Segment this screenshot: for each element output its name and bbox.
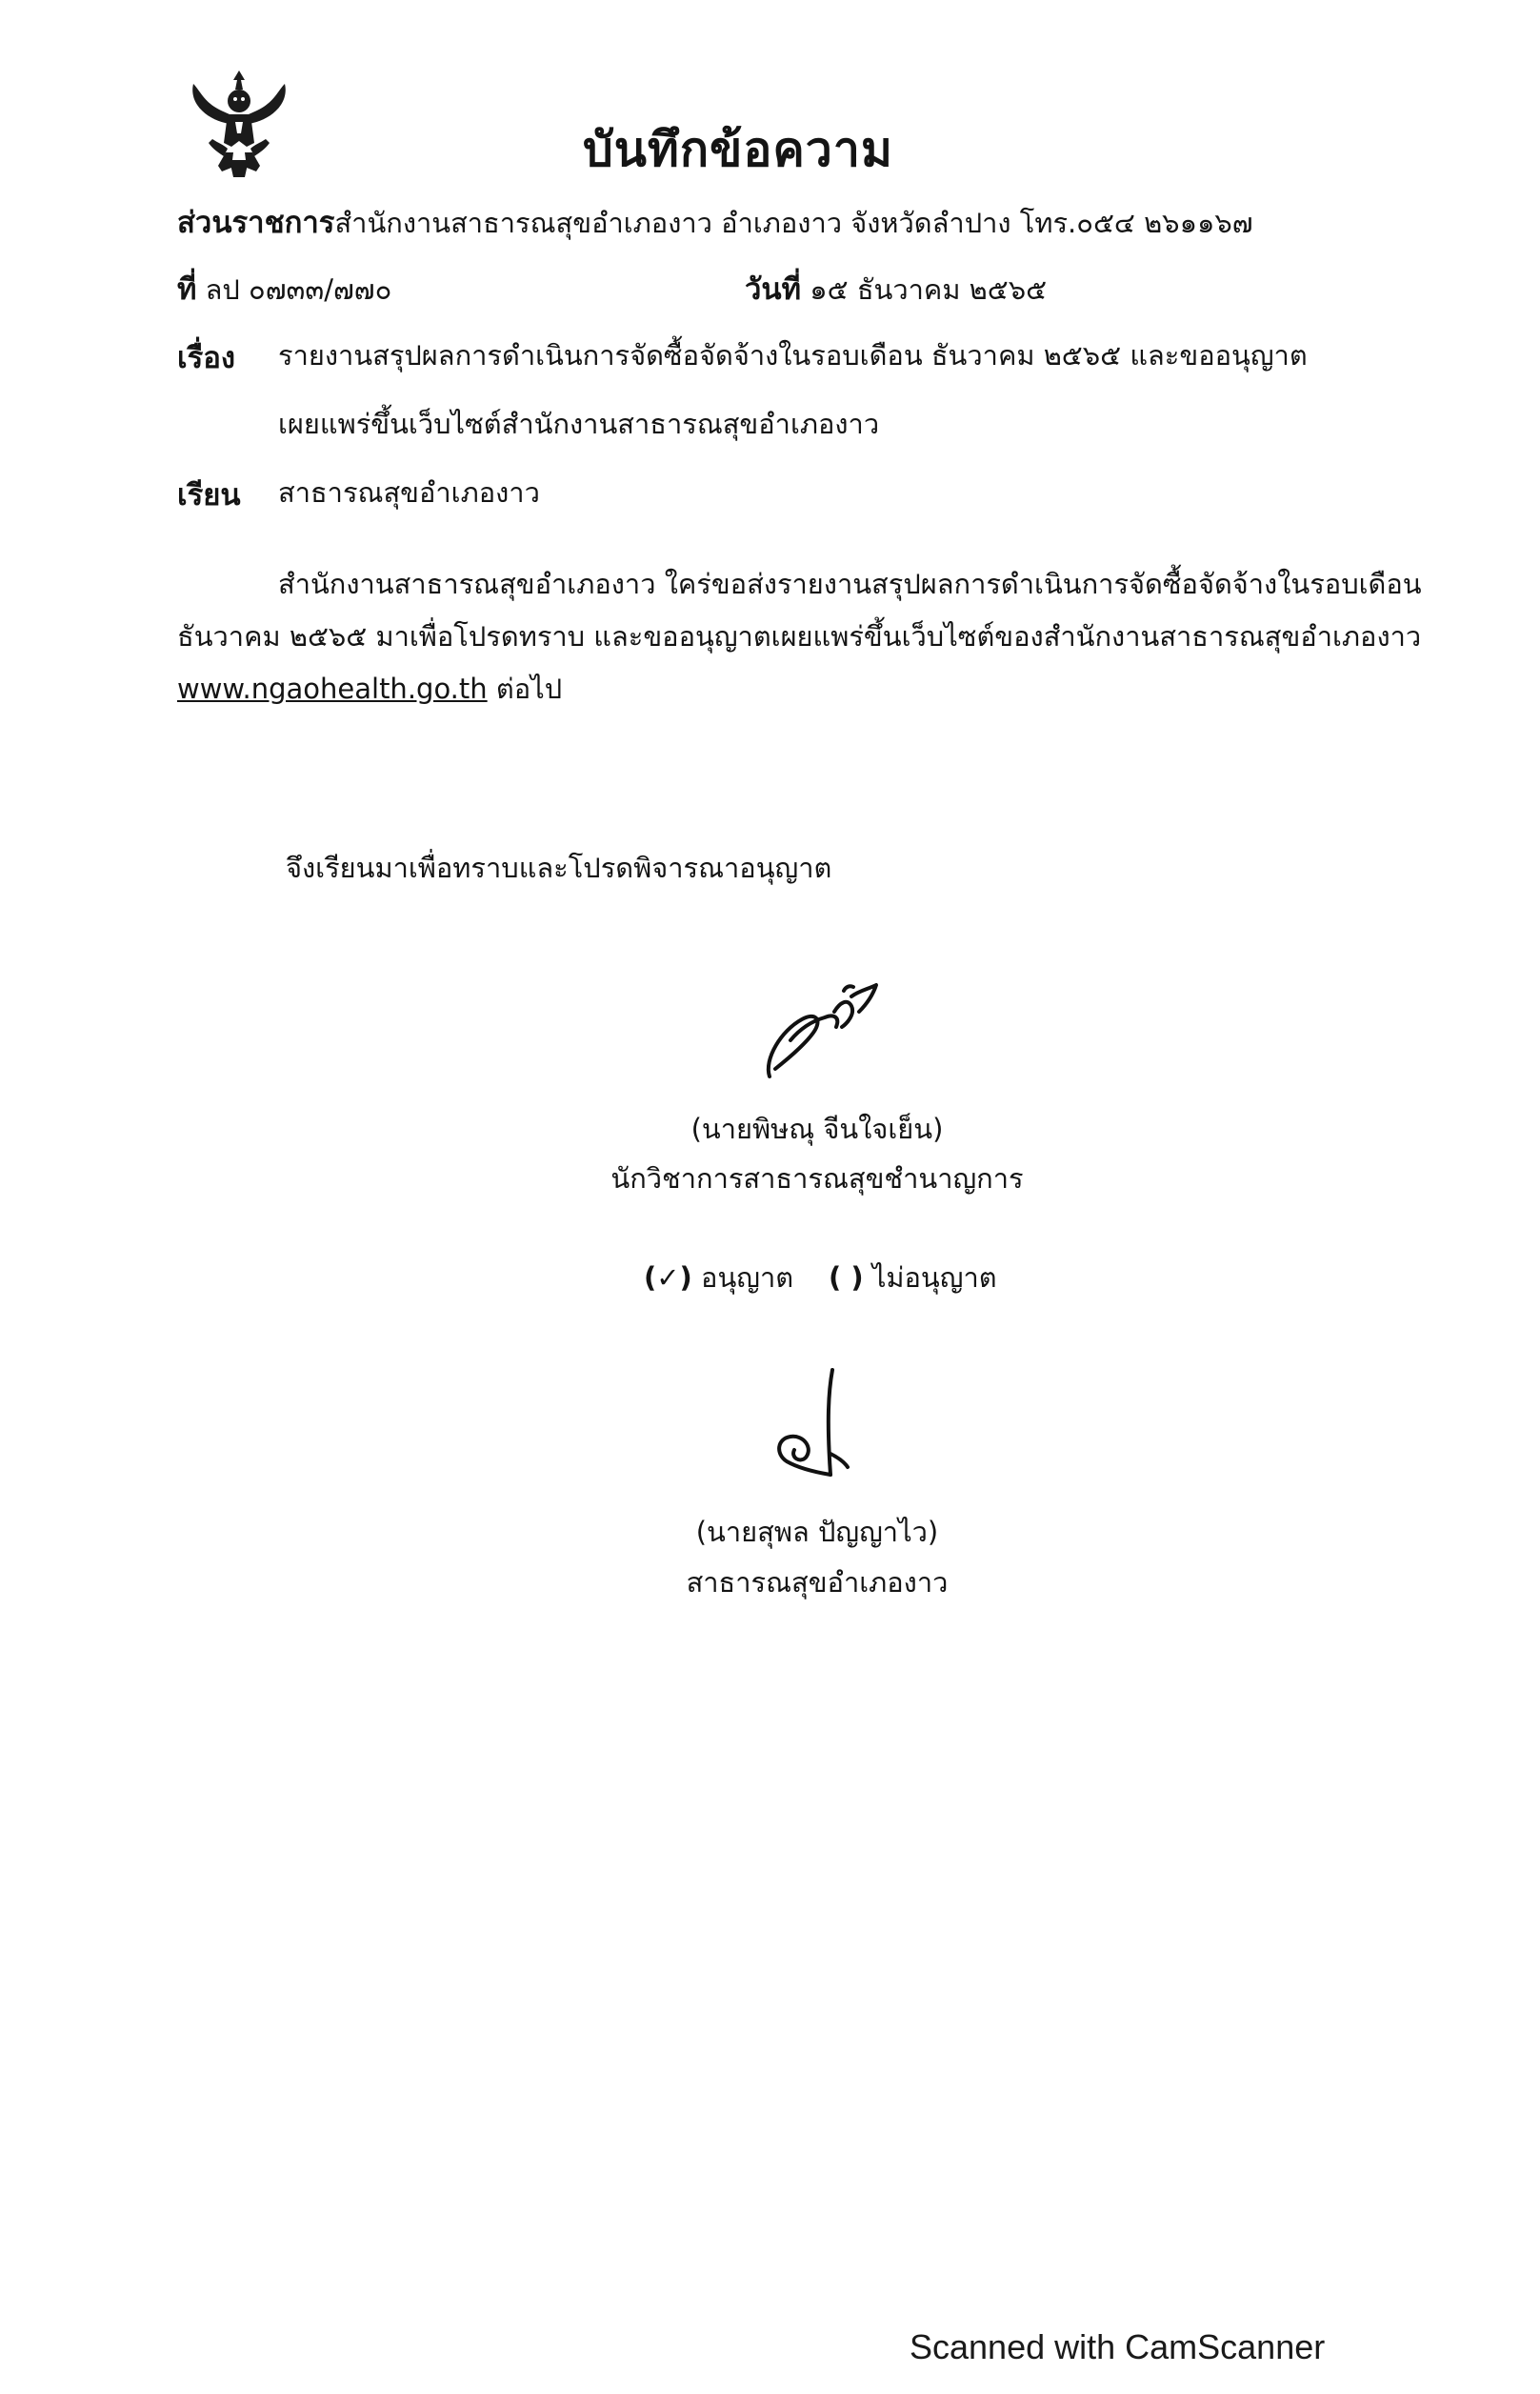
ref-line [177, 265, 391, 312]
body-line-1: สำนักงานสาธารณสุขอำเภองาว ใคร่ขอส่งรายงานสรุปผลการดำเนินการจัดซื้อจัดจ้างในรอบเดือน [278, 568, 1422, 600]
approve-checkbox[interactable]: (✓) [644, 1261, 692, 1294]
signer-1-name: (นายพิษณุ จีนใจเย็น) [690, 1113, 944, 1145]
signer-2-name: (นายสุพล ปัญญาไว) [695, 1516, 939, 1548]
to-label: เรียน [177, 478, 241, 513]
camscanner-watermark: Scanned with CamScanner [910, 2327, 1326, 2366]
signature-2-image [762, 1362, 867, 1486]
subject-label: เรื่อง [177, 341, 236, 375]
ref-value: ลป ๐๗๓๓/๗๗๐ [205, 273, 392, 306]
date-value: ๑๕ ธันวาคม ๒๕๖๕ [810, 273, 1048, 306]
deny-checkbox[interactable]: ( ) [828, 1261, 864, 1294]
memo-title: บันทึกข้อความ [583, 122, 893, 177]
body-line-2: ธันวาคม ๒๕๖๕ มาเพื่อโปรดทราบ และขออนุญาตเผยแพร่ขึ้นเว็บไซต์ของสำนักงานสาธารณสุขอำเภองาว [177, 620, 1422, 653]
body-line-3 [177, 667, 562, 711]
garuda-emblem-icon [186, 65, 292, 179]
signer-1-position: นักวิชาการสาธารณสุขชำนาญการ [610, 1162, 1024, 1195]
website-link[interactable]: www.ngaohealth.go.th [177, 673, 488, 705]
agency-value: สำนักงานสาธารณสุขอำเภองาว อำเภองาว จังหวัดลำปาง โทร.๐๕๔ ๒๖๑๑๖๗ [334, 207, 1253, 239]
closing-text: จึงเรียนมาเพื่อทราบและโปรดพิจารณาอนุญาต [286, 852, 832, 884]
subject-line-1: รายงานสรุปผลการดำเนินการจัดซื้อจัดจ้างในรอบเดือน ธันวาคม ๒๕๖๕ และขออนุญาต [278, 339, 1308, 372]
approval-line [644, 1256, 997, 1299]
signer-2-position: สาธารณสุขอำเภองาว [686, 1566, 949, 1599]
date-line [745, 265, 1047, 312]
date-label: วันที่ [745, 272, 802, 307]
agency-line [177, 198, 1253, 246]
agency-label: ส่วนราชการ [177, 206, 335, 240]
deny-label: ไม่อนุญาต [871, 1261, 997, 1294]
to-value: สาธารณสุขอำเภองาว [278, 476, 540, 509]
body-line-3-suffix: ต่อไป [487, 673, 563, 705]
signature-1-image [752, 974, 895, 1083]
subject-line-2: เผยแพร่ขึ้นเว็บไซต์สำนักงานสาธารณสุขอำเภองาว [278, 408, 880, 440]
approve-label: อนุญาต [701, 1261, 794, 1294]
ref-label: ที่ [177, 272, 197, 307]
